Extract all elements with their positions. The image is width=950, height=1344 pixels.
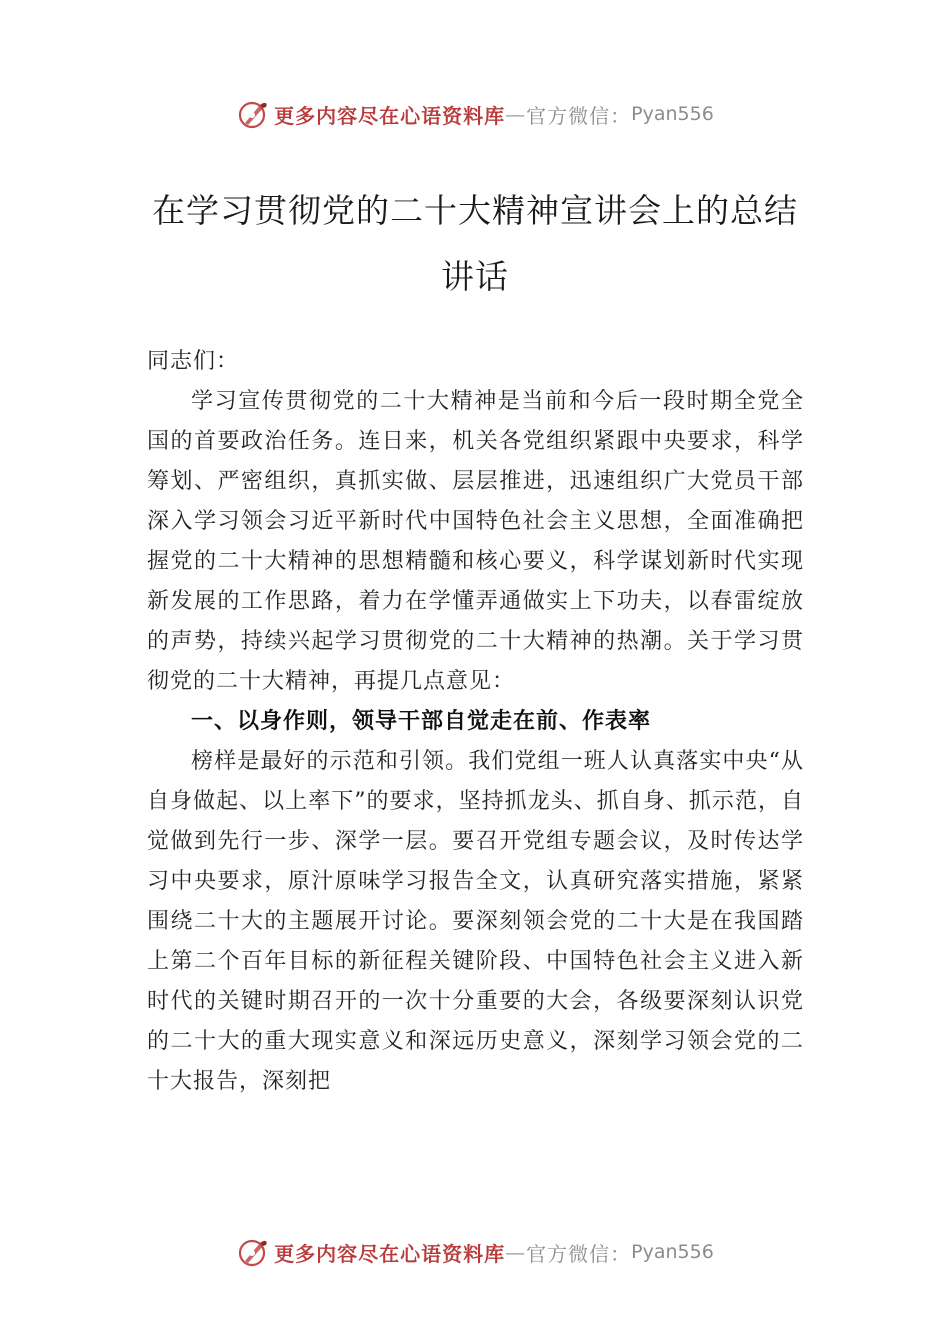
watermark-red-text: 更多内容尽在心语资料库 (274, 1241, 506, 1266)
document-title: 在学习贯彻党的二十大精神宣讲会上的总结讲话 (152, 191, 798, 296)
watermark-dash: — (505, 1240, 527, 1264)
watermark-gray-text: 官方微信： (526, 103, 632, 128)
watermark-banner-bottom (0, 1232, 950, 1272)
paragraph-section-1: 榜样是最好的示范和引领。我们党组一班人认真落实中央“从自身做起、以上率下”的要求，坚持抓龙头、抓自身、抓示范，自觉做到先行一步、深学一层。要召开党组专题会议，及时传达学习中央要求，原汁原味学习报告全文，认真研究落实措施，紧紧围绕二十大的主题展开讨论。要深刻领会党的二十大是在我国踏上第二个百年目标的新征程关键阶段、中国特色社会主义进入新时代的关键时期召开的一次十分重要的大会，各级要深刻认识党的二十大的重大现实意义和深远历史意义，深刻学习领会党的二十大报告，深刻把 (147, 749, 804, 1094)
quill-logo-icon (236, 1235, 270, 1269)
watermark-wechat-id: Pyan556 (631, 103, 714, 125)
quill-logo-icon (236, 97, 270, 131)
document-body (147, 342, 804, 1102)
watermark-dash: — (505, 102, 527, 126)
section-heading-1: 一、以身作则，领导干部自觉走在前、作表率 (191, 709, 652, 734)
watermark-banner-top (0, 94, 950, 134)
watermark-wechat-id: Pyan556 (631, 1241, 714, 1263)
watermark-gray-text: 官方微信： (526, 1241, 632, 1266)
watermark-red-text: 更多内容尽在心语资料库 (274, 103, 506, 128)
salutation: 同志们： (147, 349, 240, 374)
paragraph-intro: 学习宣传贯彻党的二十大精神是当前和今后一段时期全党全国的首要政治任务。连日来，机关各党组织紧跟中央要求，科学筹划、严密组织，真抓实做、层层推进，迅速组织广大党员干部深入学习领会习近平新时代中国特色社会主义思想，全面准确把握党的二十大精神的思想精髓和核心要义，科学谋划新时代实现新发展的工作思路，着力在学懂弄通做实上下功夫，以春雷绽放的声势，持续兴起学习贯彻党的二十大精神的热潮。关于学习贯彻党的二十大精神，再提几点意见： (147, 389, 804, 694)
